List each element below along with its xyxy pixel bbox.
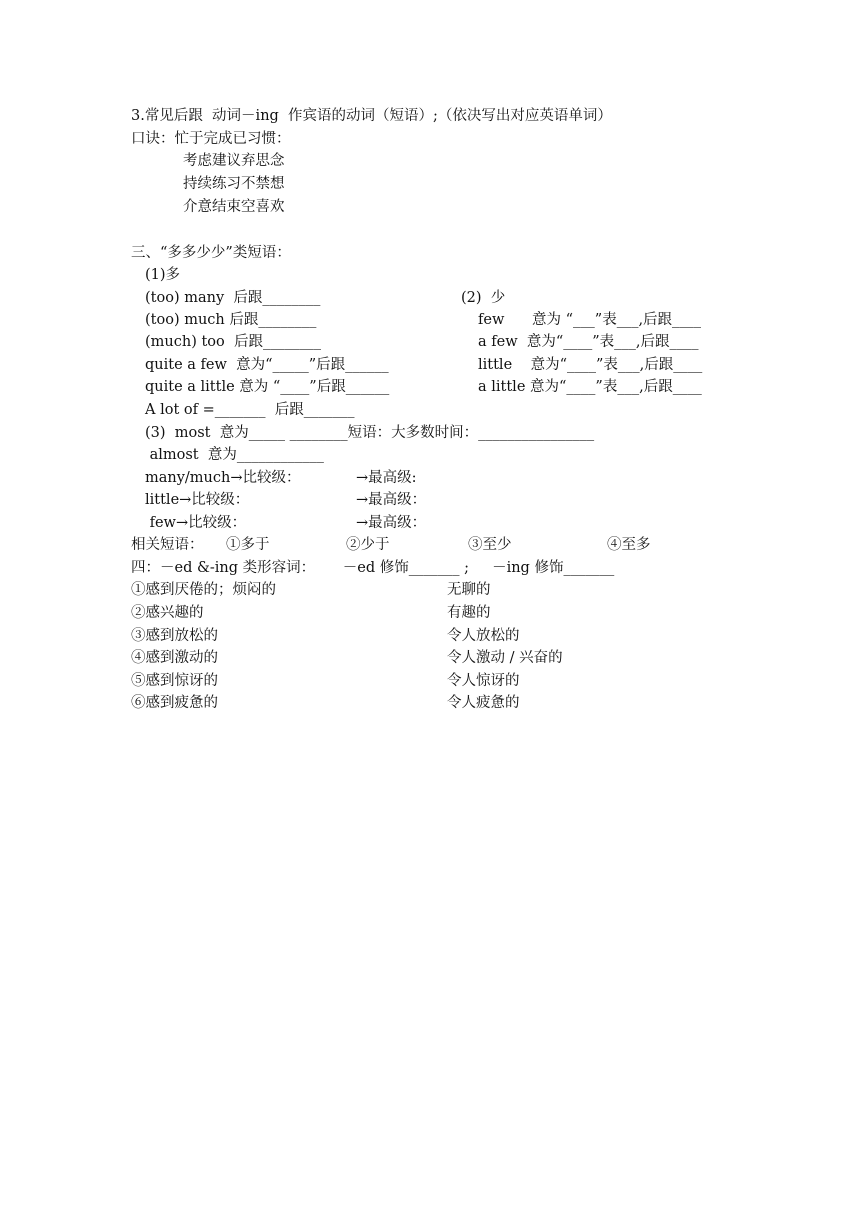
comparison-right: →最高级：	[356, 492, 427, 508]
ed-adjective: ⑤感到惊讶的	[131, 673, 218, 689]
section-3-title: 3.常见后跟 动词－ing 作宾语的动词（短语）;（依决写出对应英语单词）	[131, 108, 612, 124]
comparison-left: many/much→比较级：	[145, 470, 301, 486]
ed-adjective: ④感到激动的	[131, 650, 218, 666]
most-line: (3) most 意为_____ ________短语：大多数时间：________________	[145, 425, 595, 441]
part-4-heading-b: _____ ; －ing 修饰_______	[423, 560, 615, 576]
ing-adjective: 有趣的	[447, 605, 491, 621]
part-4-heading	[131, 558, 614, 578]
many-item: quite a few 意为“_____”后跟______	[145, 357, 389, 373]
part-4-heading-a: 四：－ed &-ing 类形容词： －ed 修饰__	[131, 560, 424, 576]
many-item: A lot of =_______ 后跟_______	[145, 402, 355, 418]
ing-adjective: 令人惊讶的	[447, 673, 520, 689]
many-item: (too) much 后跟________	[145, 312, 317, 328]
mnemonic-label: 口诀：忙于完成已习惯：	[131, 131, 291, 147]
related-item: ④至多	[607, 537, 651, 553]
ed-adjective: ③感到放松的	[131, 628, 218, 644]
related-label: 相关短语：	[131, 537, 204, 553]
ed-adjective: ②感兴趣的	[131, 605, 204, 621]
ed-adjective: ⑥感到疲惫的	[131, 695, 218, 711]
mnemonic-line: 考虑建议弃思念	[183, 153, 285, 169]
almost-line: almost 意为____________	[145, 447, 324, 463]
few-item: little 意为“____”表___,后跟____	[478, 357, 703, 373]
ing-adjective: 令人激动 / 兴奋的	[447, 650, 563, 666]
ing-adjective: 无聊的	[447, 582, 491, 598]
comparison-right: →最高级：	[356, 515, 427, 531]
ing-adjective: 令人放松的	[447, 628, 520, 644]
comparison-left: few→比较级：	[145, 515, 247, 531]
few-item: a little 意为“____”表___,后跟____	[478, 379, 702, 395]
part-3-heading: 三、“多多少少”类短语：	[131, 245, 291, 261]
ed-adjective: ①感到厌倦的；烦闷的	[131, 582, 276, 598]
few-item: a few 意为“____”表___,后跟____	[478, 334, 699, 350]
related-item: ①多于	[226, 537, 270, 553]
related-item: ②少于	[346, 537, 390, 553]
subheading-few: (2) 少	[461, 290, 506, 306]
comparison-left: little→比较级：	[145, 492, 250, 508]
subheading-many: (1)多	[145, 267, 181, 283]
ing-adjective: 令人疲惫的	[447, 695, 520, 711]
comparison-right: →最高级:	[356, 470, 417, 486]
related-item: ③至少	[468, 537, 512, 553]
many-item: (much) too 后跟________	[145, 334, 321, 350]
mnemonic-line: 介意结束空喜欢	[183, 199, 285, 215]
few-item: few 意为 “___”表___,后跟____	[478, 312, 702, 328]
many-item: quite a little 意为 “____”后跟______	[145, 379, 390, 395]
mnemonic-line: 持续练习不禁想	[183, 176, 285, 192]
many-item: (too) many 后跟________	[145, 290, 321, 306]
